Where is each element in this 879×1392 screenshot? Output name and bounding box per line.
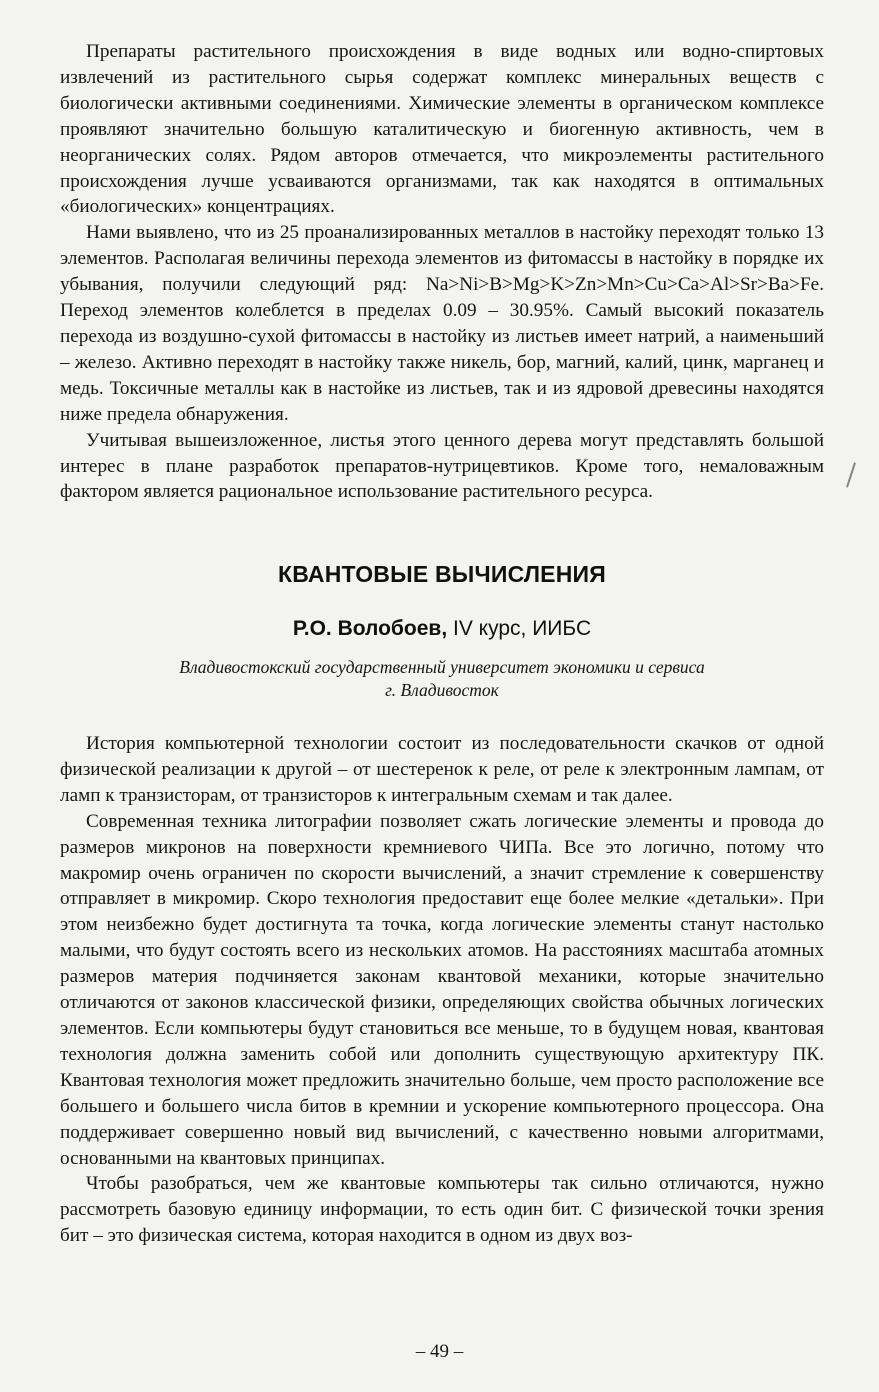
paragraph: Чтобы разобраться, чем же квантовые компьютеры так сильно отличаются, нужно рассмотреть базовую единицу информации, то есть один бит. С физической точки зрения бит – это физическая система, которая находится в одном из двух воз-	[60, 1173, 824, 1247]
paragraph: История компьютерной технологии состоит из последовательности скачков от одной физической реализации к другой – от шестеренок к реле, от реле к электронным лампам, от ламп к транзисторам, от транзисторов к интегральным схемам и так далее.	[60, 733, 824, 806]
preceding-article-text	[60, 39, 824, 505]
affiliation-university: Владивостокский государственный университет экономики и сервиса	[179, 657, 705, 677]
paragraph: Современная техника литографии позволяет сжать логические элементы и провода до размеров микронов на поверхности кремниевого ЧИПа. Все это логично, потому что макромир очень ограничен по скорости вычислений, а значит стремление к совершенству отправляет в микромир. Скоро технология предоставит еще более мелкие «детальки». При этом неизбежно будет достигнута та точка, когда логические элементы станут настолько малыми, что будут состоять всего из нескольких атомов. На расстояниях масштаба атомных размеров материя подчиняется законам квантовой механики, которые значительно отличаются от законов классической физики, определяющих свойства обычных логических элементов. Если компьютеры будут становиться все меньше, то в будущем новая, квантовая технология должна заменить собой или дополнить существующую архитектуру ПК. Квантовая технология может предложить значительно больше, чем просто расположение все большего и большего числа битов в кремнии и ускорение компьютерного процессора. Она поддерживает совершенно новый вид вычислений, с качественно новыми алгоритмами, основанными на квантовых принципах.	[60, 810, 824, 1169]
article-title: КВАНТОВЫЕ ВЫЧИСЛЕНИЯ	[278, 561, 606, 587]
affiliation	[60, 656, 824, 702]
paragraph: Учитывая вышеизложенное, листья этого ценного дерева могут представлять большой интерес в плане разработок препаратов-нутрицевтиков. Кроме того, немаловажным фактором является рациональное использование растительного ресурса.	[60, 429, 824, 503]
article-body	[60, 731, 824, 1249]
affiliation-city: г. Владивосток	[385, 680, 499, 700]
author-line	[60, 617, 824, 641]
paragraph: Нами выявлено, что из 25 проанализированных металлов в настойку переходят только 13 элементов. Располагая величины перехода элементов из фитомассы в настойку в порядке их убывания, получили следующий ряд: Na>Ni>B>Mg>K>Zn>Mn>Cu>Ca>Al>Sr>Ba>Fe. Переход элементов колеблется в пределах 0.09 – 30.95%. Самый высокий показатель перехода из воздушно-сухой фитомассы в настойку из листьев имеет натрий, а наименьший – железо. Активно переходят в настойку также никель, бор, магний, калий, цинк, марганец и медь. Токсичные металлы как в настойке из листьев, так и из ядровой древесины находятся ниже предела обнаружения.	[60, 222, 824, 425]
paragraph: Препараты растительного происхождения в виде водных или водно-спиртовых извлечений из растительного сырья содержат комплекс минеральных веществ с биологически активными соединениями. Химические элементы в органическом комплексе проявляют значительно большую каталитическую и биогенную активность, чем в неорганических солях. Рядом авторов отмечается, что микроэлементы растительного происхождения лучше усваиваются организмами, так как находятся в оптимальных «биологических» концентрациях.	[60, 41, 824, 218]
scan-pen-mark	[846, 462, 856, 487]
author-name: Р.О. Волобоев,	[292, 617, 448, 640]
author-course: IV курс, ИИБС	[453, 617, 592, 640]
page-number: – 49 –	[415, 1341, 464, 1362]
